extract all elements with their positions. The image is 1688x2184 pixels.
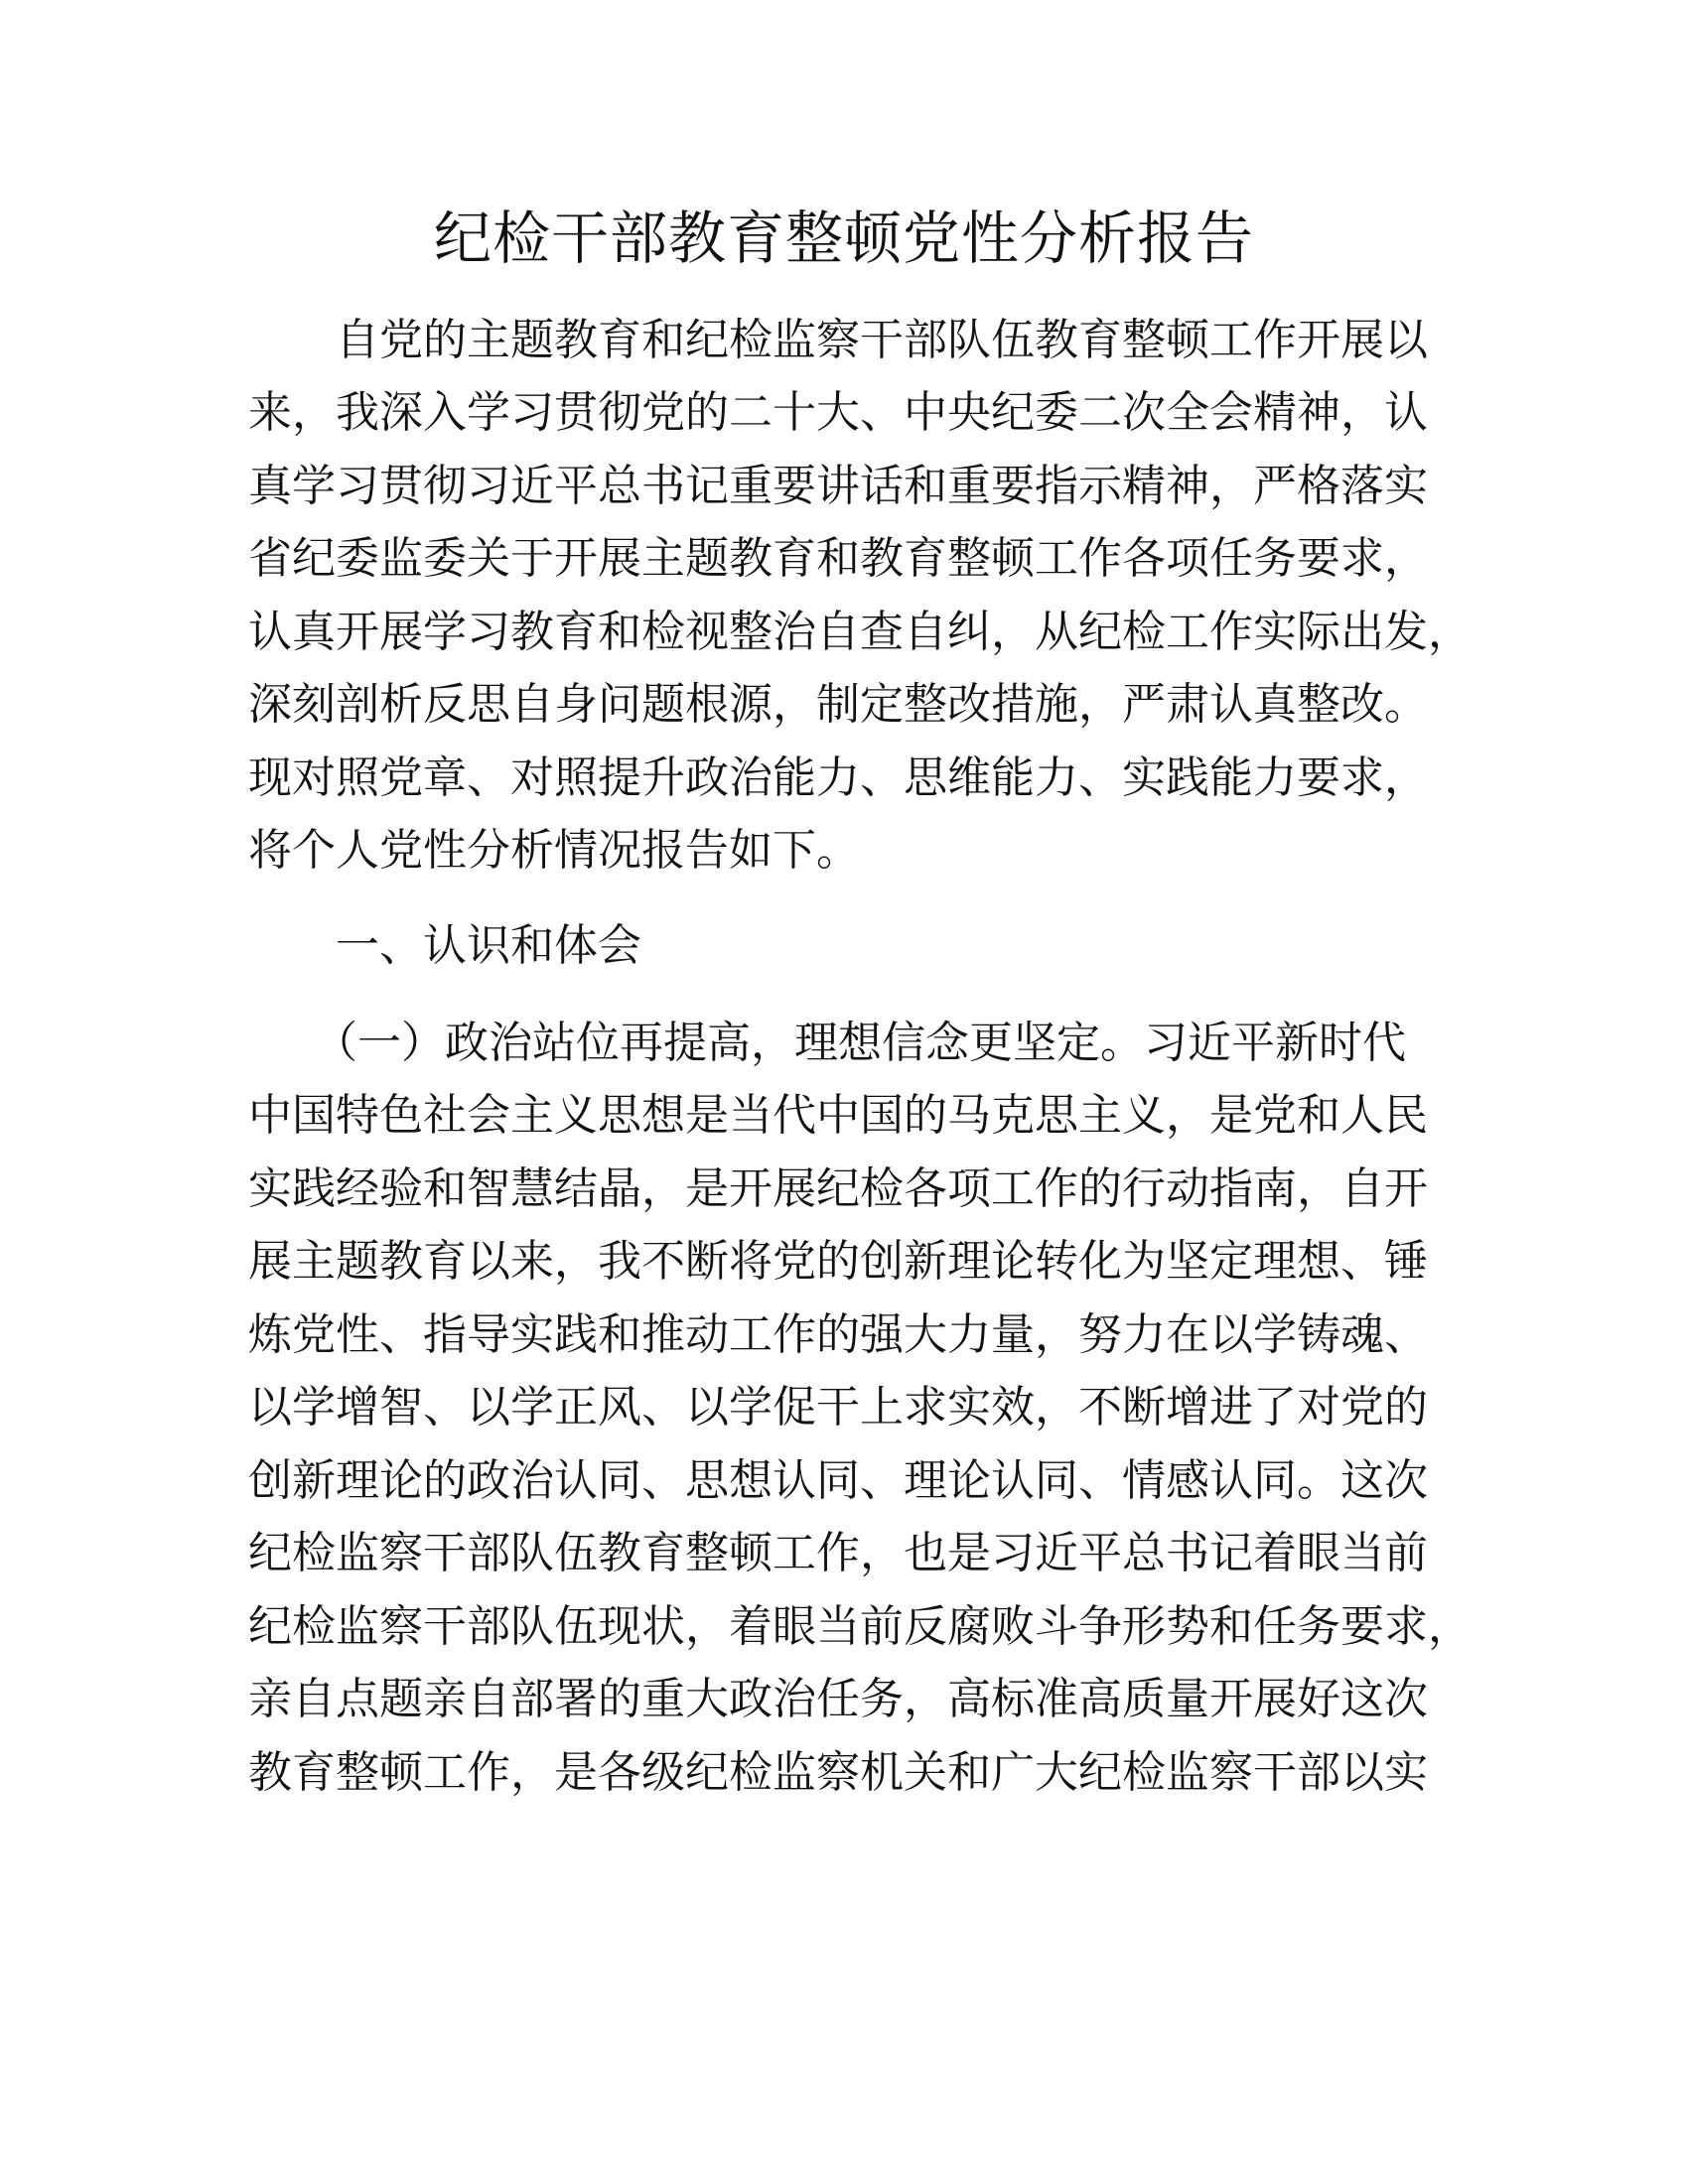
body-line-2: 来，我深入学习贯彻党的二十大、中央纪委二次全会精神，认 [248, 387, 1428, 438]
document-title: 纪检干部教育整顿党性分析报告 [433, 205, 1254, 272]
section-heading: 一、认识和体会 [248, 920, 641, 971]
body-line-20: 教育整顿工作，是各级纪检监察机关和广大纪检监察干部以实 [248, 1747, 1428, 1798]
body-line-16: 创新理论的政治认同、思想认同、理论认同、情感认同。这次 [248, 1455, 1428, 1506]
body-line-7: 现对照党章、对照提升政治能力、思维能力、实践能力要求， [248, 752, 1428, 803]
body-line-3: 真学习贯彻习近平总书记重要讲话和重要指示精神，严格落实 [248, 461, 1428, 511]
body-line-5: 认真开展学习教育和检视整治自查自纠，从纪检工作实际出发， [248, 607, 1472, 657]
body-line-14: 炼党性、指导实践和推动工作的强大力量，努力在以学铸魂、 [248, 1309, 1428, 1360]
body-line-13: 展主题教育以来，我不断将党的创新理论转化为坚定理想、锤 [248, 1236, 1428, 1287]
body-line-10: （一）政治站位再提高，理想信念更坚定。习近平新时代 [248, 1018, 1406, 1068]
body-line-17: 纪检监察干部队伍教育整顿工作，也是习近平总书记着眼当前 [248, 1528, 1428, 1578]
body-line-4: 省纪委监委关于开展主题教育和教育整顿工作各项任务要求， [248, 533, 1428, 584]
body-line-19: 亲自点题亲自部署的重大政治任务，高标准高质量开展好这次 [248, 1674, 1428, 1724]
body-line-18: 纪检监察干部队伍现状，着眼当前反腐败斗争形势和任务要求， [248, 1601, 1472, 1652]
body-line-6: 深刻剖析反思自身问题根源，制定整改措施，严肃认真整改。 [248, 679, 1428, 730]
body-line-15: 以学增智、以学正风、以学促干上求实效，不断增进了对党的 [248, 1382, 1428, 1433]
body-line-12: 实践经验和智慧结晶，是开展纪检各项工作的行动指南，自开 [248, 1163, 1428, 1214]
body-line-8: 将个人党性分析情况报告如下。 [248, 825, 860, 876]
body-line-1: 自党的主题教育和纪检监察干部队伍教育整顿工作开展以 [248, 315, 1428, 365]
body-line-11: 中国特色社会主义思想是当代中国的马克思主义，是党和人民 [248, 1090, 1428, 1141]
